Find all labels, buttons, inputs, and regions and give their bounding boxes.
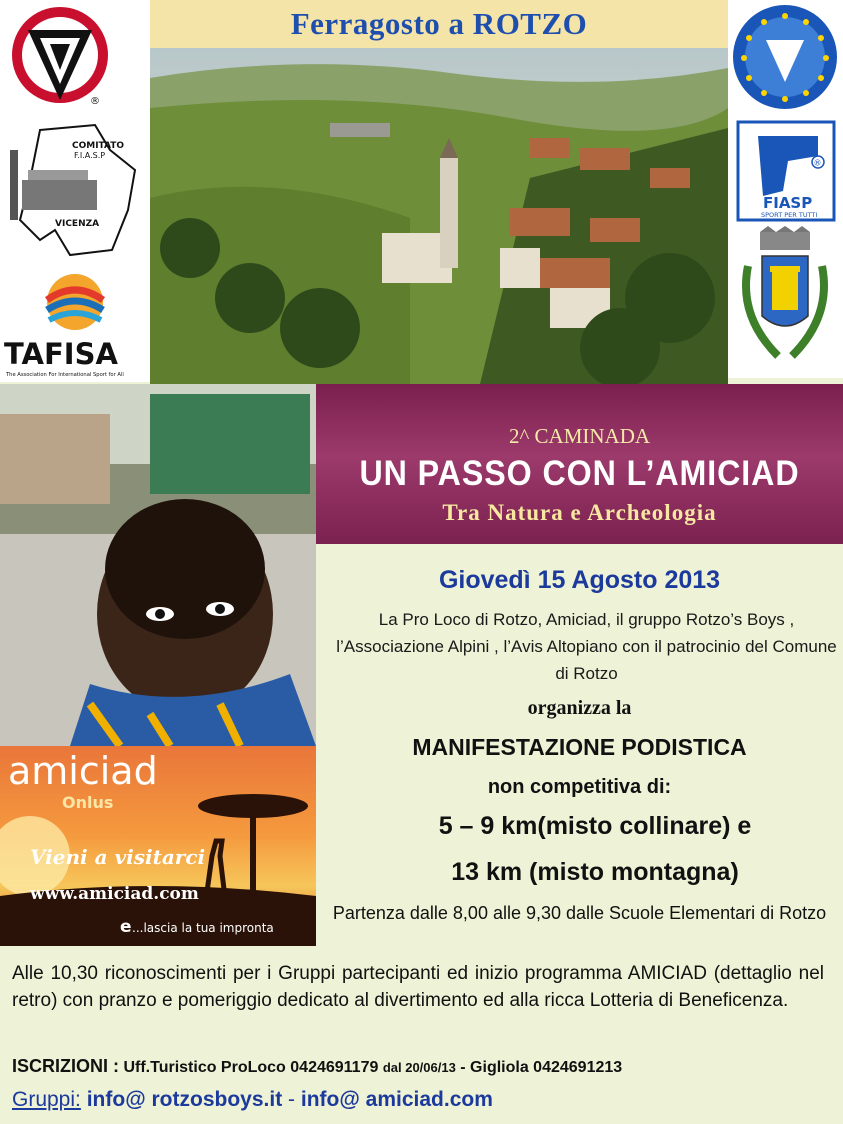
- email-separator: -: [282, 1088, 301, 1111]
- event-edition: 2^ CAMINADA: [508, 424, 651, 448]
- partenza-text: Partenza dalle 8,00 alle 9,30 dalle Scuole Elementari di Rotzo: [332, 903, 827, 923]
- svg-text:®: ®: [813, 158, 822, 168]
- non-competitiva-text: non competitiva di:: [487, 776, 672, 798]
- organizza-text: organizza la: [527, 697, 632, 719]
- gruppi-label: Gruppi:: [12, 1088, 81, 1111]
- svg-text:...lascia la tua impronta: ...lascia la tua impronta: [132, 921, 274, 935]
- event-subtitle: Tra Natura e Archeologia: [442, 500, 717, 525]
- iscrizioni-label: ISCRIZIONI :: [12, 1056, 119, 1076]
- gruppi-line: [12, 1088, 837, 1112]
- distance-long: 13 km (misto montagna): [451, 858, 739, 886]
- banner-title: Ferragosto a ROTZO: [150, 0, 728, 50]
- riconoscimenti-text: Alle 10,30 riconoscimenti per i Gruppi partecipanti ed inizio programma AMICIAD (dettaglio nel retro) con pranzo e pomeriggio dedicato al divertimento ed alla ricca Lotteria di Beneficenza.: [12, 963, 824, 1011]
- iscrizioni-line: [12, 1056, 837, 1077]
- iscrizioni-since: dal 20/06/13: [382, 1060, 456, 1075]
- rotzo-coat-of-arms: [728, 226, 843, 378]
- child-photo: [0, 384, 316, 746]
- svg-text:Vieni a visitarci: Vieni a visitarci: [30, 845, 206, 869]
- fiasp-logo: [728, 116, 843, 226]
- event-date: Giovedì 15 Agosto 2013: [438, 566, 721, 594]
- svg-text:®: ®: [90, 96, 100, 107]
- svg-text:Onlus: Onlus: [62, 793, 114, 812]
- event-title-box: [316, 384, 843, 544]
- svg-text:TAFISA: TAFISA: [4, 337, 118, 371]
- svg-text:F.I.A.S.P: F.I.A.S.P: [74, 151, 106, 160]
- email-rotzosboys-link[interactable]: info@ rotzosboys.it: [86, 1088, 283, 1111]
- european-volkssport-logo: [728, 0, 843, 116]
- iscrizioni-contact: - Gigliola 0424691213: [460, 1059, 623, 1076]
- svg-text:COMITATO: COMITATO: [72, 141, 125, 151]
- svg-text:SPORT PER TUTTI: SPORT PER TUTTI: [761, 211, 818, 219]
- comitato-fiasp-logo: [0, 110, 150, 270]
- distance-short: 5 – 9 km(misto collinare) e: [438, 812, 752, 840]
- svg-text:VICENZA: VICENZA: [55, 219, 100, 229]
- amiciad-advert: [0, 746, 316, 946]
- email-amiciad-link[interactable]: info@ amiciad.com: [300, 1088, 493, 1111]
- event-title: UN PASSO CON L’AMICIAD: [359, 454, 800, 493]
- ivv-logo: [0, 0, 150, 110]
- svg-text:The Association For Internatio: The Association For International Sport for All: [6, 372, 124, 378]
- rotzo-landscape-image: [150, 48, 728, 384]
- svg-text:FIASP: FIASP: [763, 194, 813, 212]
- svg-text:amiciad: amiciad: [8, 749, 158, 793]
- tafisa-logo: [0, 270, 150, 382]
- svg-text:www.amiciad.com: www.amiciad.com: [30, 884, 199, 904]
- manifestazione-heading: MANIFESTAZIONE PODISTICA: [412, 734, 747, 760]
- svg-text:e: e: [120, 917, 132, 937]
- iscrizioni-office: Uff.Turistico ProLoco 0424691179: [123, 1059, 379, 1076]
- organizers-text: La Pro Loco di Rotzo, Amiciad, il gruppo Rotzo’s Boys , l’Associazione Alpini , l’Avis Altopiano con il patrocinio del Comune di Rotzo: [336, 610, 837, 683]
